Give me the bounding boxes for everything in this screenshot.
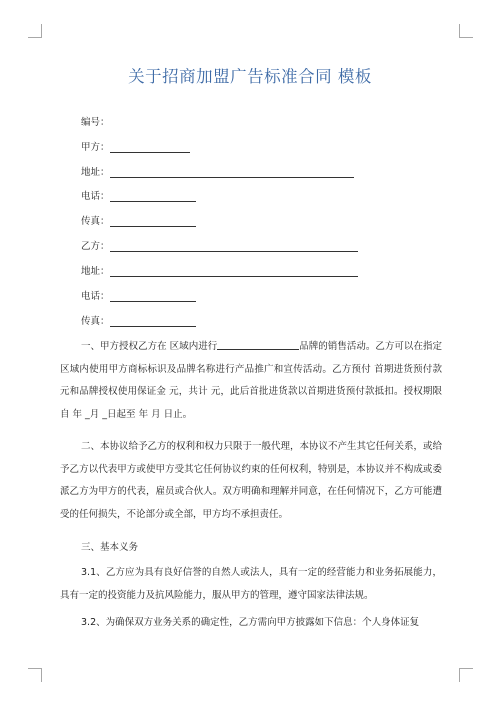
crop-mark-top-left bbox=[28, 24, 42, 38]
crop-mark-bottom-right bbox=[459, 668, 473, 682]
fill-in-line[interactable] bbox=[110, 264, 358, 277]
crop-mark-bottom-left bbox=[28, 668, 42, 682]
crop-mark-top-right bbox=[459, 24, 473, 38]
field-label: 电话： bbox=[81, 191, 110, 202]
clause-1-text-start: 一、甲方授权乙方在 区域内进行 bbox=[81, 341, 218, 352]
clause-3-2-paragraph: 3.2、为确保双方业务关系的确定性，乙方需向甲方披露如下信息：个人身体证复 bbox=[81, 617, 420, 628]
field-phone-b bbox=[81, 289, 196, 305]
document-title: 关于招商加盟广告标准合同 模板 bbox=[128, 67, 372, 86]
clause-3-1-paragraph: 3.1、乙方应为具有良好信誉的自然人或法人，具有一定的经营能力和业务拓展能力，具有一定的投资能力及抗风险能力，服从甲方的管理，遵守国家法律法规。 bbox=[60, 567, 442, 601]
fill-in-line[interactable] bbox=[110, 289, 196, 302]
fill-in-blank[interactable] bbox=[217, 338, 299, 350]
fill-in-line[interactable] bbox=[110, 165, 354, 178]
field-label: 甲方： bbox=[81, 142, 110, 153]
fill-in-line[interactable] bbox=[110, 140, 190, 153]
field-phone-a bbox=[81, 189, 196, 205]
field-party-a bbox=[81, 140, 190, 156]
field-label: 传真： bbox=[81, 216, 110, 227]
clause-2-paragraph: 二、本协议给予乙方的权利和权力只限于一般代理，本协议不产生其它任何关系，或给予乙方以代表甲方或使甲方受其它任何协议约束的任何权利，特别是，本协议并不构成或委派乙方为甲方的代表，雇员或合伙人。双方明确和理解并同意，在任何情况下，乙方可能遭受的任何损失，不论部分或全部，甲方均不承担责任。 bbox=[60, 441, 443, 520]
clause-1-text-end: 品牌的销售活动。乙方可以在指定区域内使用甲方商标标识及品牌名称进行产品推广和宣传活动。乙方预付 首期进货预付款 元和品牌授权使用保证金 元，共计 元，此后首批进货款以首期进货预付款抵扣。授权期限自 年 _月 _日起至 年 月 日止。 bbox=[60, 341, 442, 420]
clause-3-heading: 三、基本义务 bbox=[81, 542, 139, 553]
field-fax-b bbox=[81, 314, 196, 330]
field-address-a bbox=[81, 165, 354, 181]
field-label: 电话： bbox=[81, 291, 110, 302]
field-number bbox=[81, 115, 110, 131]
field-party-b bbox=[81, 239, 358, 255]
field-label: 地址： bbox=[81, 266, 110, 277]
field-label: 地址： bbox=[81, 167, 110, 178]
field-label: 编号： bbox=[81, 117, 110, 128]
field-address-b bbox=[81, 264, 358, 280]
fill-in-line[interactable] bbox=[110, 214, 196, 227]
fill-in-line[interactable] bbox=[110, 314, 196, 327]
field-label: 乙方： bbox=[81, 241, 110, 252]
fill-in-line[interactable] bbox=[110, 239, 358, 252]
clause-1-paragraph bbox=[60, 336, 442, 426]
fill-in-line[interactable] bbox=[110, 189, 196, 202]
field-label: 传真： bbox=[81, 316, 110, 327]
field-fax-a bbox=[81, 214, 196, 230]
